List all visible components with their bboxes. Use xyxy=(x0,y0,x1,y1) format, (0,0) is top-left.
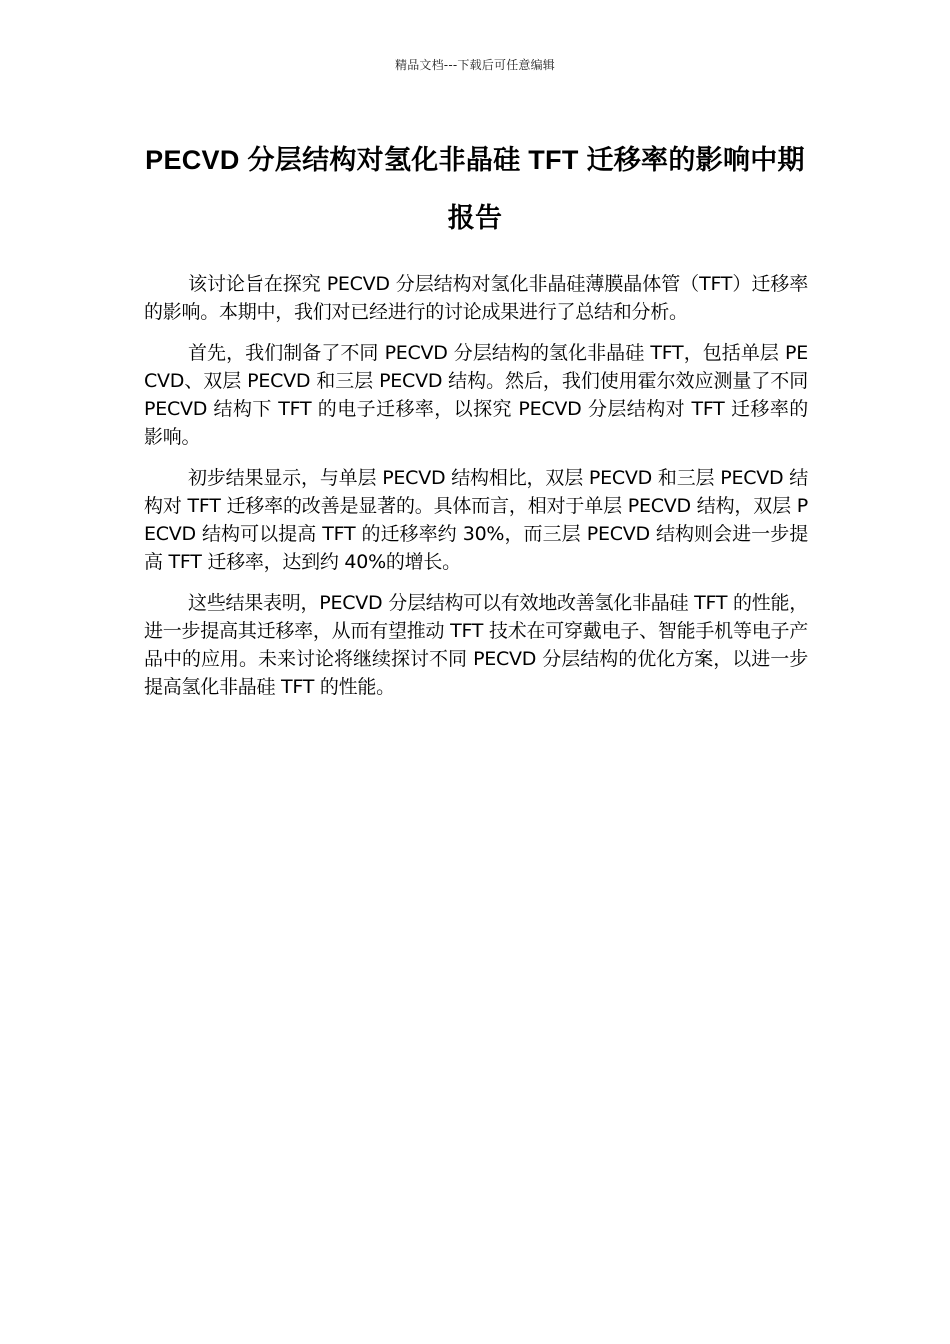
document-title: PECVD 分层结构对氢化非晶硅 TFT 迁移率的影响中期报告 xyxy=(145,145,805,233)
paragraph-intro: 该讨论旨在探究 PECVD 分层结构对氢化非晶硅薄膜晶体管（TFT）迁移率的影响。本期中，我们对已经进行的讨论成果进行了总结和分析。 xyxy=(144,273,808,323)
document-body xyxy=(144,270,808,714)
paragraph-results: 初步结果显示，与单层 PECVD 结构相比，双层 PECVD 和三层 PECVD 结构对 TFT 迁移率的改善是显著的。具体而言，相对于单层 PECVD 结构，双层 PECVD 结构可以提高 TFT 的迁移率约 30%，而三层 PECVD 结构则会进一步提高 TFT 迁移率，达到约 40%的增长。 xyxy=(144,467,808,573)
header-note: 精品文档---下载后可任意编辑 xyxy=(395,58,555,72)
paragraph-method: 首先，我们制备了不同 PECVD 分层结构的氢化非晶硅 TFT，包括单层 PECVD、双层 PECVD 和三层 PECVD 结构。然后，我们使用霍尔效应测量了不同 PECVD 结构下 TFT 的电子迁移率，以探究 PECVD 分层结构对 TFT 迁移率的影响。 xyxy=(144,342,808,448)
paragraph-conclusion: 这些结果表明，PECVD 分层结构可以有效地改善氢化非晶硅 TFT 的性能，进一步提高其迁移率，从而有望推动 TFT 技术在可穿戴电子、智能手机等电子产品中的应用。未来讨论将继续探讨不同 PECVD 分层结构的优化方案，以进一步提高氢化非晶硅 TFT 的性能。 xyxy=(144,592,808,698)
